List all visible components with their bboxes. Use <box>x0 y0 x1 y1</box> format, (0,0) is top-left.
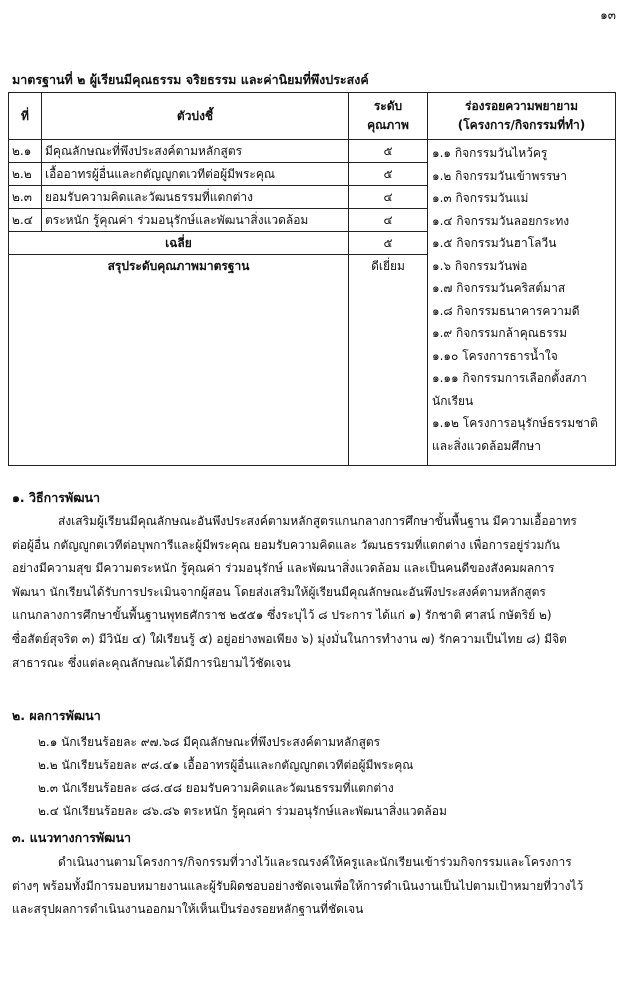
activity-item: ๑.๖ กิจกรรมวันพ่อ <box>432 258 528 273</box>
paragraph-line: และสรุปผลการดำเนินงานออกมาให้เห็นเป็นร่องรอยหลักฐานที่ชัดเจน <box>12 902 364 917</box>
paragraph-line: ดำเนินงานตามโครงการ/กิจกรรมที่วางไว้และรณรงค์ให้ครูและนักเรียนเข้าร่วมกิจกรรมและโครงการ <box>58 855 572 869</box>
section1-heading: ๑. วิธีการพัฒนา <box>12 490 101 505</box>
activity-item: ๑.๑๒ โครงการอนุรักษ์ธรรมชาติ <box>432 416 598 430</box>
paragraph-line: สาธารณะ ซึ่งแต่ละคุณลักษณะได้มีการนิยามไว้ชัดเจน <box>12 655 291 670</box>
table-header-row <box>9 93 616 140</box>
paragraph-line: พัฒนา นักเรียนได้รับการประเมินจากผู้สอน โดยส่งเสริมให้ผู้เรียนมีคุณลักษณะอันพึงประสงค์ตามหลักสูตร <box>12 584 546 599</box>
activity-item: ๑.๗ กิจกรรมวันคริสต์มาส <box>432 281 566 295</box>
standard-title: มาตรฐานที่ ๒ ผู้เรียนมีคุณธรรม จริยธรรม และค่านิยมที่พึงประสงค์ <box>12 72 369 87</box>
header-no: ที่ <box>9 93 42 140</box>
page-number: ๑๓ <box>600 8 616 22</box>
results-list <box>38 731 447 823</box>
row-no: ๒.๓ <box>9 186 42 209</box>
activity-item: ๑.๑ กิจกรรมวันไหว้ครู <box>432 146 548 160</box>
average-value: ๕ <box>349 232 428 255</box>
activity-item: ๑.๒ กิจกรรมวันเข้าพรรษา <box>432 168 567 183</box>
activity-item: ๑.๔ กิจกรรมวันลอยกระทง <box>432 213 570 228</box>
result-item: ๒.๒ นักเรียนร้อยละ ๙๘.๔๑ เอื้ออาทรผู้อื่นและกตัญญูกตเวทีต่อผู้มีพระคุณ <box>38 758 414 772</box>
table-row <box>9 140 616 163</box>
result-item: ๒.๑ นักเรียนร้อยละ ๙๗.๖๘ มีคุณลักษณะที่พึงประสงค์ตามหลักสูตร <box>38 735 381 749</box>
activity-item: นักเรียน <box>432 393 474 408</box>
activity-item: ๑.๑๐ โครงการธารน้ำใจ <box>432 348 558 363</box>
average-label: เฉลี่ย <box>9 232 349 255</box>
header-level <box>349 93 428 140</box>
row-indicator: เอื้ออาทรผู้อื่นและกตัญญูกตเวทีต่อผู้มีพระคุณ <box>42 163 349 186</box>
activity-item: ๑.๘ กิจกรรมธนาคารความดี <box>432 303 580 318</box>
activity-item: ๑.๙ กิจกรรมกล้าคุณธรรม <box>432 326 568 340</box>
standard-table <box>8 92 616 466</box>
header-level-line1: ระดับ <box>373 99 403 113</box>
paragraph-line: อย่างมีความสุข มีความตระหนัก รู้คุณค่า ร่วมอนุรักษ์ และพัฒนาสิ่งแวดล้อม และเป็นคนดีของสังคมผลการ <box>12 561 555 576</box>
result-item: ๒.๔ นักเรียนร้อยละ ๘๖.๘๖ ตระหนัก รู้คุณค่า ร่วมอนุรักษ์และพัฒนาสิ่งแวดล้อม <box>38 804 447 818</box>
section2-heading: ๒. ผลการพัฒนา <box>12 708 101 723</box>
header-evidence <box>428 93 616 140</box>
activity-item: ๑.๓ กิจกรรมวันแม่ <box>432 191 529 205</box>
result-item: ๒.๓ นักเรียนร้อยละ ๘๘.๔๘ ยอมรับความคิดและวัฒนธรรมที่แตกต่าง <box>38 781 394 795</box>
activity-item: ๑.๑๑ กิจกรรมการเลือกตั้งสภา <box>432 371 587 385</box>
paragraph-line: ซื่อสัตย์สุจริต ๓) มีวินัย ๔) ใฝ่เรียนรู้ ๕) อยู่อย่างพอเพียง ๖) มุ่งมั่นในการทำงาน ๗) รักความเป็นไทย ๘) มีจิต <box>12 631 567 646</box>
header-level-line2: คุณภาพ <box>367 118 409 132</box>
paragraph-line: แกนกลางการศึกษาขั้นพื้นฐานพุทธศักราช ๒๕๕๑ ซึ่งระบุไว้ ๘ ประการ ได้แก่ ๑) รักชาติ ศาสน์ กษัตริย์ ๒) <box>12 608 552 623</box>
activity-item: ๑.๕ กิจกรรมวันฮาโลวีน <box>432 236 557 250</box>
activity-item: และสิ่งแวดล้อมศึกษา <box>432 438 541 453</box>
paragraph-line: ต่างๆ พร้อมทั้งมีการมอบหมายงานและผู้รับผิดชอบอย่างชัดเจนเพื่อให้การดำเนินงานเป็นไปตามเป้าหมายที่วางไว้ <box>12 878 584 893</box>
row-no: ๒.๑ <box>9 140 42 163</box>
header-evidence-line1: ร่องรอยความพยายาม <box>465 99 578 113</box>
summary-label: สรุประดับคุณภาพมาตรฐาน <box>9 255 349 466</box>
summary-value: ดีเยี่ยม <box>349 255 428 466</box>
header-indicator: ตัวบ่งชี้ <box>42 93 349 140</box>
row-level: ๔ <box>349 186 428 209</box>
row-indicator: ตระหนัก รู้คุณค่า ร่วมอนุรักษ์และพัฒนาสิ่งแวดล้อม <box>42 209 349 232</box>
paragraph-line: ต่อผู้อื่น กตัญญูกตเวทีต่อบุพการีและผู้มีพระคุณ ยอมรับความคิดและ วัฒนธรรมที่แตกต่าง เพื่อการอยู่ร่วมกัน <box>12 537 560 552</box>
row-indicator: มีคุณลักษณะที่พึงประสงค์ตามหลักสูตร <box>42 140 349 163</box>
section3-paragraph <box>12 851 616 922</box>
row-no: ๒.๔ <box>9 209 42 232</box>
paragraph-line: ส่งเสริมผู้เรียนมีคุณลักษณะอันพึงประสงค์ตามหลักสูตรแกนกลางการศึกษาขั้นพื้นฐาน มีความเอื้ออาทร <box>58 514 577 528</box>
row-level: ๕ <box>349 140 428 163</box>
section1-paragraph <box>12 510 616 675</box>
activities-cell <box>428 140 616 466</box>
section3-heading: ๓. แนวทางการพัฒนา <box>12 830 132 845</box>
row-level: ๔ <box>349 209 428 232</box>
row-level: ๕ <box>349 163 428 186</box>
row-no: ๒.๒ <box>9 163 42 186</box>
row-indicator: ยอมรับความคิดและวัฒนธรรมที่แตกต่าง <box>42 186 349 209</box>
header-evidence-line2: (โครงการ/กิจกรรมที่ทำ) <box>457 118 586 132</box>
